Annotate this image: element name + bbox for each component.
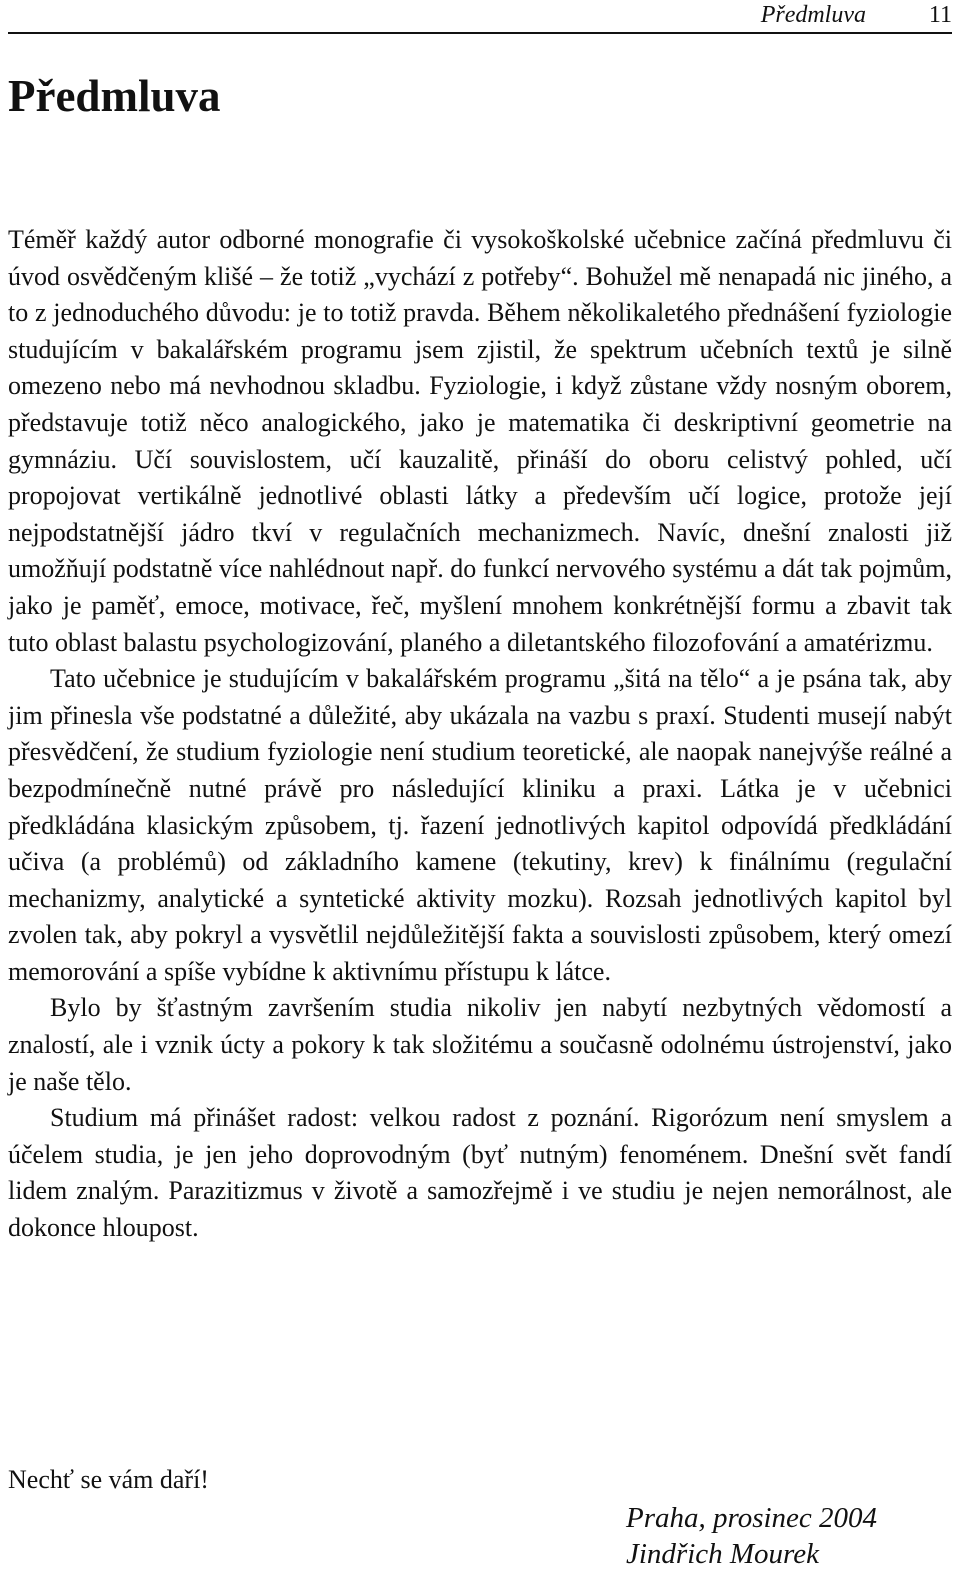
body-text (8, 222, 952, 1247)
page-number: 11 (928, 2, 952, 28)
signature-place-date: Praha, prosinec 2004 (626, 1502, 878, 1534)
page (8, 0, 952, 1575)
running-header (8, 0, 952, 34)
paragraph: Téměř každý autor odborné monografie či vysokoškolské učebnice začíná předmluvu či úvod osvědčeným klišé – že totiž „vychází z potřeby“. Bohužel mě nenapadá nic jiného, a to z jednoduchého důvodu: je to totiž pravda. Během několikaletého přednášení fyziologie studujícím v bakalářském programu jsem zjistil, že spektrum učebních textů je silně omezeno nebo má nevhodnou skladbu. Fyziologie, i když zůstane vždy nosným oborem, představuje totiž něco analogického, jako je matematika či deskriptivní geometrie na gymnáziu. Učí souvislostem, učí kauzalitě, přináší do oboru celistvý pohled, učí propojovat vertikálně jednotlivé oblasti látky a především učí logice, protože její nejpodstatnější jádro tkví v regulačních mechanizmech. Navíc, dnešní znalosti již umožňují podstatně více nahlédnout např. do funkcí nervového systému a dát tak pojmům, jako je paměť, emoce, motivace, řeč, myšlení mnohem konkrétnější formu a zbavit tak tuto oblast balastu psychologizování, planého a diletantského filozofování a amatérizmu. (8, 225, 952, 657)
paragraph: Bylo by šťastným završením studia nikoliv jen nabytí nezbytných vědomostí a znalostí, ale i vznik úcty a pokory k tak složitému a současně odolnému ústrojenství, jako je naše tělo. (8, 993, 952, 1096)
signature-block (626, 1500, 877, 1572)
chapter-title: Předmluva (8, 71, 221, 121)
closing-line: Nechť se vám daří! (8, 1465, 209, 1494)
running-title: Předmluva (760, 2, 866, 28)
paragraph: Tato učebnice je studujícím v bakalářském programu „šitá na tělo“ a je psána tak, aby jim přinesla vše podstatné a důležité, aby ukázala na vazbu s praxí. Studenti musejí nabýt přesvědčení, že studium fyziologie není studium teoretické, ale naopak nanejvýše reálné a bezpodmínečně nutné právě pro následující kliniku a praxi. Látka je v učebnici předkládána klasickým způsobem, tj. řazení jednotlivých kapitol odpovídá předkládání učiva (a problémů) od základního kamene (tekutiny, krev) k finálnímu (regulační mechanizmy, analytické a syntetické aktivity mozku). Rozsah jednotlivých kapitol byl zvolen tak, aby pokryl a vysvětlil nejdůležitější fakta a souvislosti způsobem, který omezí memorování a spíše vybídne k aktivnímu přístupu k látce. (8, 664, 952, 986)
paragraph: Studium má přinášet radost: velkou radost z poznání. Rigorózum není smyslem a účelem studia, je jen jeho doprovodným (byť nutným) fenoménem. Dnešní svět fandí lidem znalým. Parazitizmus v životě a samozřejmě i ve studiu je nejen nemorálnost, ale dokonce hloupost. (8, 1103, 952, 1243)
signature-author: Jindřich Mourek (626, 1538, 820, 1570)
